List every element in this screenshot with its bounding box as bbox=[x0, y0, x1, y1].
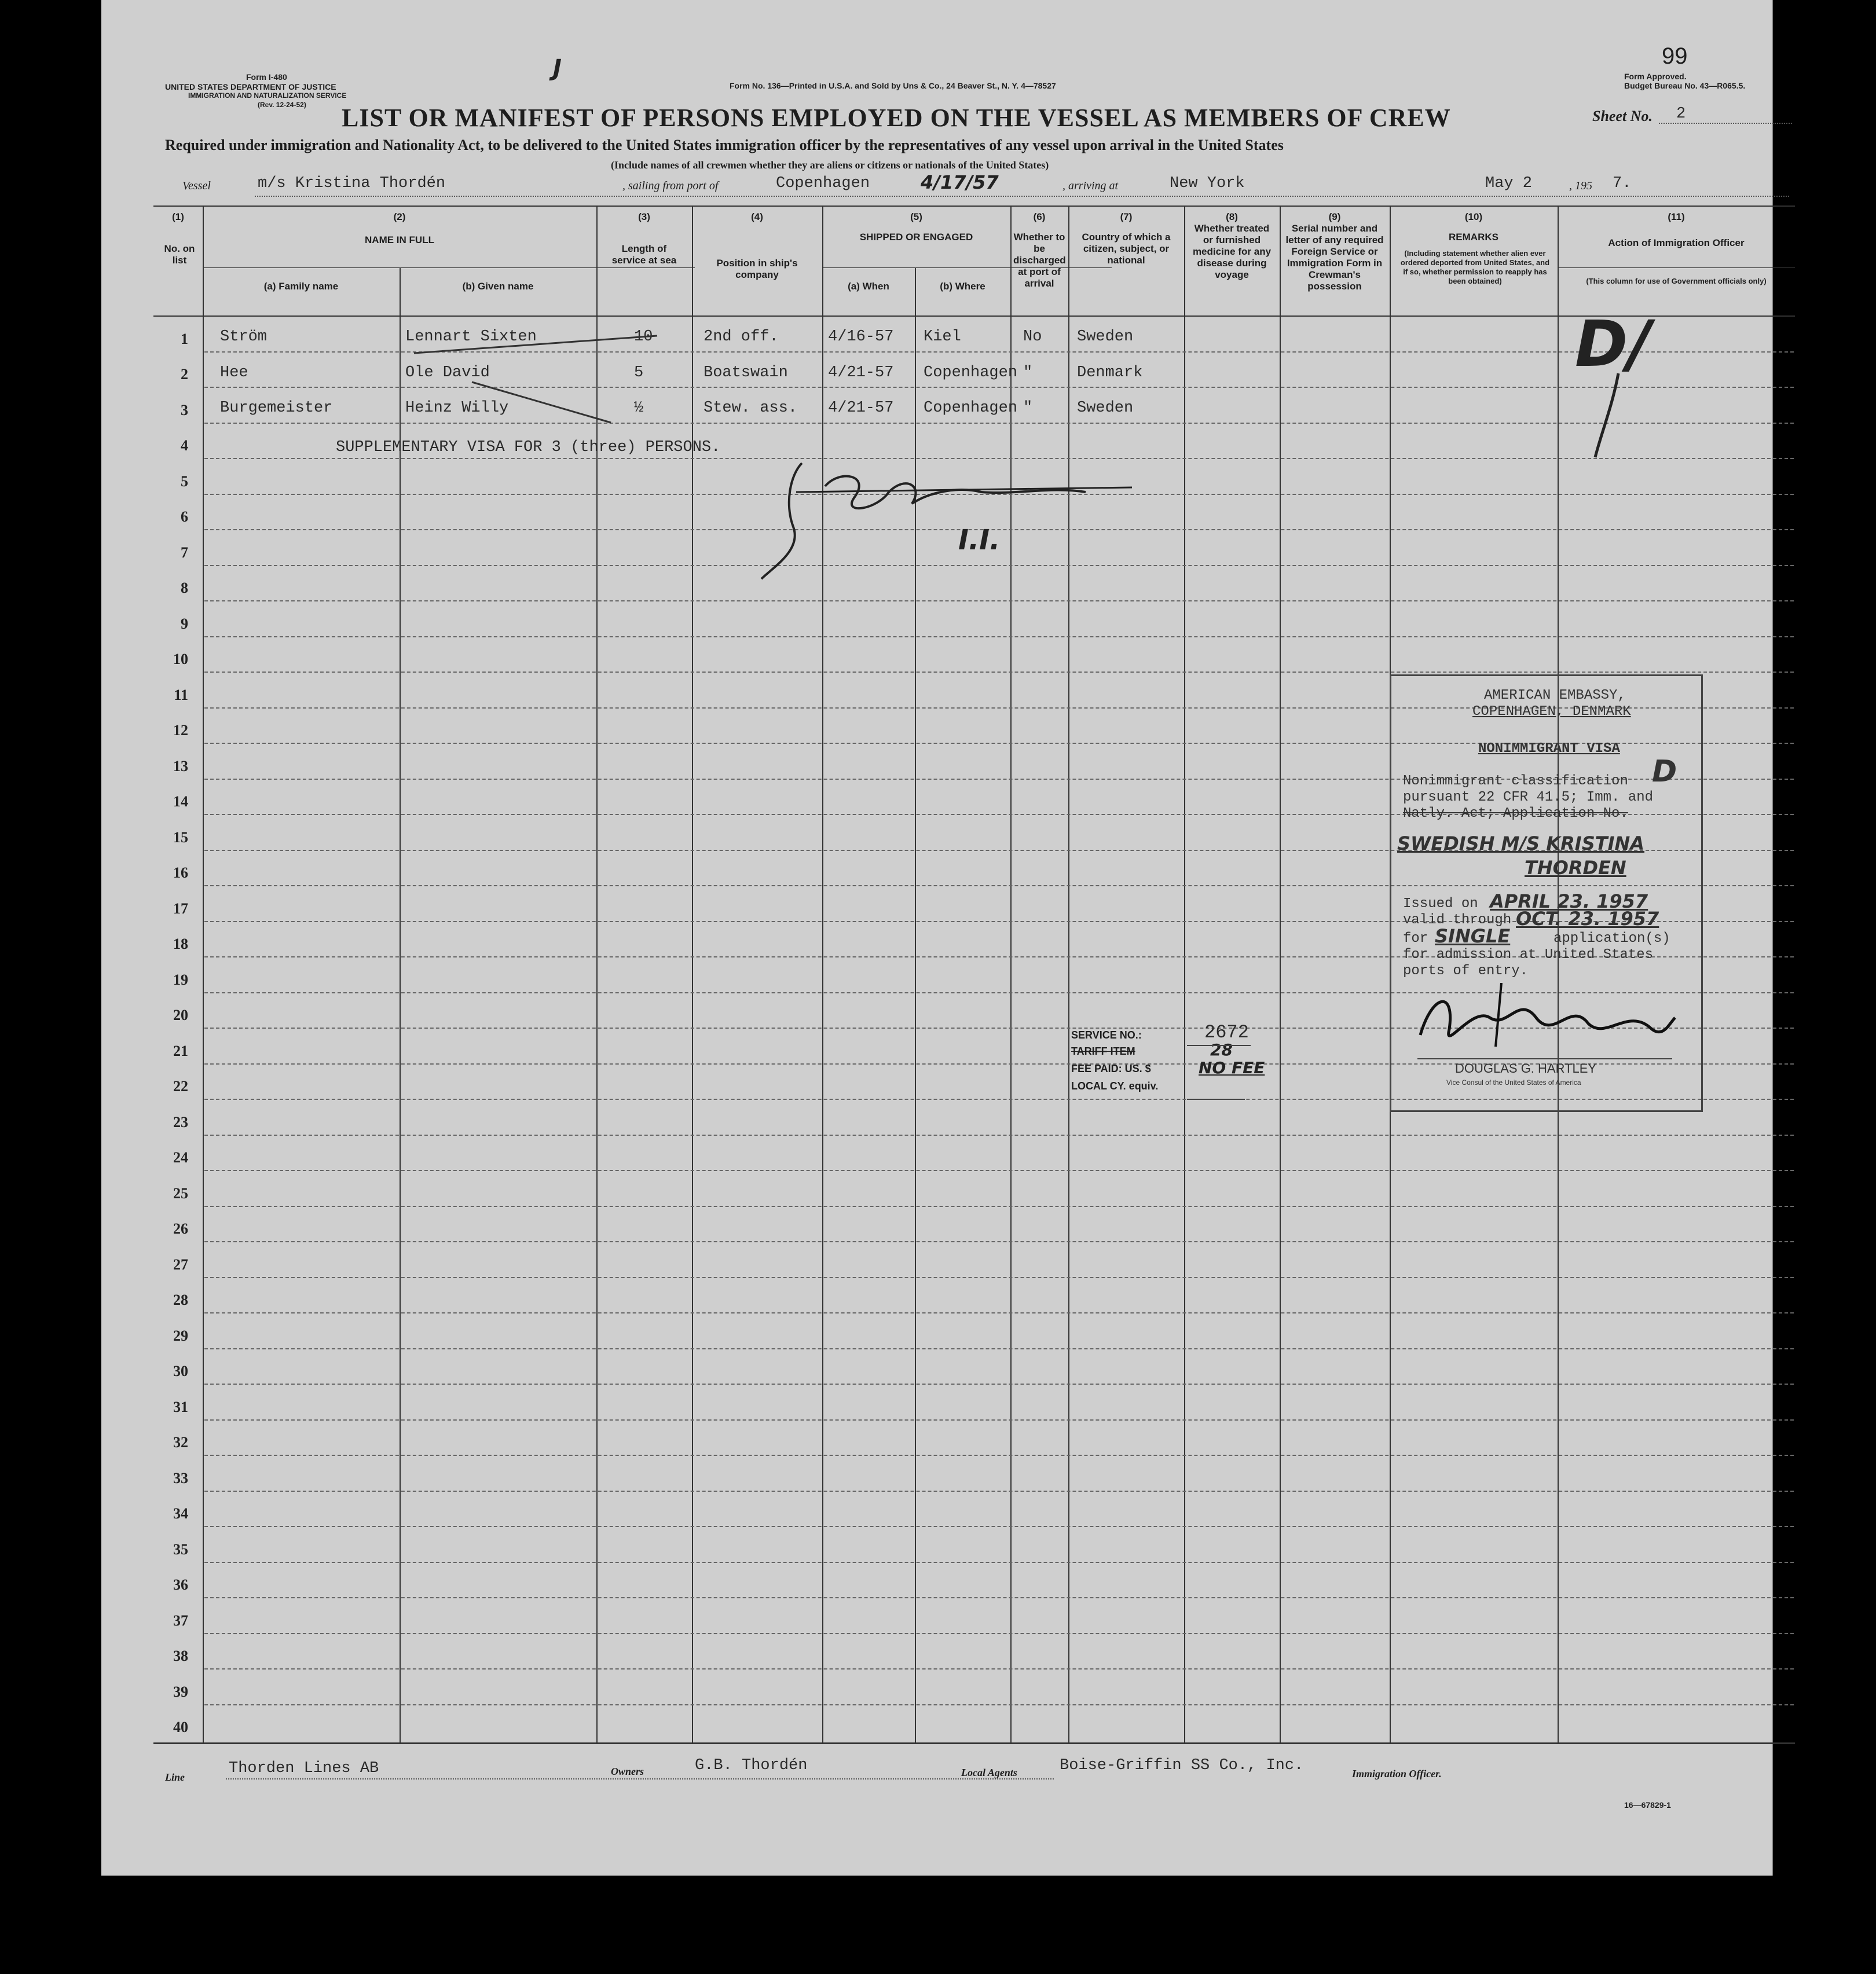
fee-rule-1 bbox=[1187, 1045, 1251, 1046]
row-rule bbox=[204, 1597, 1794, 1598]
col-divider-7 bbox=[1010, 206, 1012, 1742]
page-number: 99 bbox=[1662, 43, 1688, 69]
stamp-issued-date: APRIL 23. 1957 bbox=[1490, 890, 1648, 912]
form-approved: Form Approved. bbox=[1624, 72, 1687, 81]
row-number: 32 bbox=[173, 1434, 188, 1451]
row-position: 2nd off. bbox=[704, 328, 779, 346]
footer-agents-label: Local Agents bbox=[961, 1767, 1017, 1778]
row-number: 24 bbox=[173, 1149, 188, 1166]
row-rule bbox=[204, 1526, 1794, 1527]
col-3-number: (3) bbox=[638, 211, 650, 222]
row-given-name: Ole David bbox=[405, 364, 490, 381]
sheet-label: Sheet No. bbox=[1592, 108, 1653, 124]
row-number: 27 bbox=[173, 1256, 188, 1273]
row-number: 25 bbox=[173, 1184, 188, 1202]
stamp-for-label: for bbox=[1403, 931, 1428, 946]
row-number: 38 bbox=[173, 1648, 188, 1664]
stamp-ports: ports of entry. bbox=[1403, 963, 1529, 979]
col-remarks-note: (Including statement whether alien ever ordered deported from United States, and if so, whether permission to reapply has been obtained) bbox=[1400, 249, 1550, 285]
row-rule bbox=[204, 1562, 1794, 1563]
row-number: 4 bbox=[181, 437, 188, 454]
fee-tariff-label: TARIFF ITEM bbox=[1071, 1045, 1135, 1057]
page-title: LIST OR MANIFEST OF PERSONS EMPLOYED ON THE VESSEL AS MEMBERS OF CREW bbox=[342, 104, 1451, 132]
footer-owners-value: G.B. Thordén bbox=[695, 1757, 808, 1774]
fee-paid-label: FEE PAID: US. $ bbox=[1071, 1063, 1151, 1074]
stamp-valid-label: valid through bbox=[1403, 912, 1512, 928]
arriving-label: , arriving at bbox=[1062, 179, 1119, 192]
col-position: Position in ship's company bbox=[716, 258, 798, 280]
stamp-valid-date: OCT. 23. 1957 bbox=[1516, 908, 1659, 930]
col-divider-5 bbox=[822, 206, 823, 1742]
col-name-in-full: NAME IN FULL bbox=[365, 234, 434, 245]
stamp-class-letter: D bbox=[1652, 754, 1677, 789]
handwritten-initials: I.I. bbox=[958, 524, 1001, 556]
row-number: 29 bbox=[173, 1327, 188, 1344]
budget-bureau: Budget Bureau No. 43—R065.5. bbox=[1624, 81, 1746, 90]
consul-title: Vice Consul of the United States of America bbox=[1446, 1078, 1581, 1087]
col-shipped-or-engaged: SHIPPED OR ENGAGED bbox=[859, 232, 973, 243]
fee-paid-value: NO FEE bbox=[1199, 1058, 1265, 1077]
col-2-number: (2) bbox=[393, 211, 406, 222]
row-number: 40 bbox=[173, 1719, 188, 1735]
row-shipped-where: Kiel bbox=[924, 328, 961, 346]
col-medicine: Whether treated or furnished medicine for any disease during voyage bbox=[1192, 223, 1272, 280]
row-number: 22 bbox=[173, 1078, 188, 1095]
stamp-pursuant: pursuant 22 CFR 41.5; Imm. and bbox=[1403, 790, 1654, 805]
row-position: Boatswain bbox=[704, 364, 788, 381]
handwritten-mark: J bbox=[553, 55, 562, 82]
table-top-rule bbox=[153, 206, 1795, 207]
col-5-number: (5) bbox=[910, 211, 922, 222]
sailing-label: , sailing from port of bbox=[622, 179, 719, 192]
service: IMMIGRATION AND NATURALIZATION SERVICE bbox=[188, 91, 347, 100]
form-id: Form I-480 bbox=[246, 72, 287, 82]
row-shipped-when: 4/21-57 bbox=[828, 364, 894, 381]
stamp-for-value: SINGLE bbox=[1435, 925, 1511, 947]
col-6-number: (6) bbox=[1033, 211, 1046, 222]
row-rule bbox=[204, 1384, 1794, 1385]
row-rule bbox=[204, 1170, 1794, 1171]
stamp-embassy: AMERICAN EMBASSY, bbox=[1484, 688, 1626, 703]
col-divider-9 bbox=[1184, 206, 1185, 1742]
stamp-city: COPENHAGEN, DENMARK bbox=[1472, 704, 1631, 720]
row-family-name: Hee bbox=[220, 364, 248, 381]
department: UNITED STATES DEPARTMENT OF JUSTICE bbox=[165, 82, 336, 91]
action-header-rule bbox=[1558, 267, 1795, 268]
include-note: (Include names of all crewmen whether they are aliens or citizens or nationals of the United States) bbox=[611, 159, 1049, 171]
sheet-underline bbox=[1659, 123, 1792, 124]
stamp-vessel-2: THORDEN bbox=[1525, 857, 1626, 879]
row-rule bbox=[204, 1241, 1794, 1242]
row-position: Stew. ass. bbox=[704, 399, 798, 417]
stamp-admission: for admission at United States bbox=[1403, 947, 1654, 963]
col-remarks: REMARKS bbox=[1449, 232, 1498, 243]
col-11-number: (11) bbox=[1668, 211, 1685, 222]
row-number: 15 bbox=[173, 828, 188, 846]
row-shipped-when: 4/16-57 bbox=[828, 328, 894, 346]
vessel-underline bbox=[255, 196, 1789, 197]
footer-code: 16—67829-1 bbox=[1624, 1800, 1671, 1810]
fee-service-label: SERVICE NO.: bbox=[1071, 1029, 1142, 1041]
row-rule bbox=[204, 1312, 1794, 1313]
col-country: Country of which a citizen, subject, or national bbox=[1082, 232, 1171, 266]
row-rule bbox=[204, 1419, 1794, 1421]
row-number: 30 bbox=[173, 1363, 188, 1379]
fee-service-number: 2672 bbox=[1204, 1022, 1249, 1043]
footer-owners-label: Owners bbox=[611, 1766, 644, 1777]
col-no-on-list: No. on list bbox=[164, 243, 195, 266]
row-number: 28 bbox=[173, 1291, 188, 1308]
consul-rule bbox=[1417, 1058, 1672, 1059]
row-number: 2 bbox=[181, 366, 188, 383]
row-rule bbox=[204, 1491, 1794, 1492]
col-when: (a) When bbox=[848, 281, 889, 292]
col-1-number: (1) bbox=[172, 211, 184, 222]
row-number: 33 bbox=[173, 1469, 188, 1487]
row-country: Denmark bbox=[1077, 364, 1143, 381]
table-bottom-rule bbox=[153, 1742, 1795, 1744]
col-10-number: (10) bbox=[1464, 211, 1483, 222]
name-header-rule bbox=[203, 267, 695, 268]
row-shipped-where: Copenhagen bbox=[924, 399, 1018, 417]
row-number: 31 bbox=[173, 1398, 188, 1415]
row-discharged: No bbox=[1023, 328, 1042, 346]
row-family-name: Burgemeister bbox=[220, 399, 333, 417]
row-rule bbox=[204, 1668, 1794, 1670]
col-family-name: (a) Family name bbox=[263, 281, 339, 292]
strike-marks bbox=[414, 324, 761, 440]
action-stroke bbox=[1584, 370, 1630, 463]
stamp-vessel-1: SWEDISH M/S KRISTINA bbox=[1397, 832, 1645, 854]
row-number: 3 bbox=[181, 401, 188, 419]
col-divider-10 bbox=[1280, 206, 1281, 1742]
row-number: 26 bbox=[173, 1220, 188, 1237]
col-length-of-service: Length of service at sea bbox=[611, 243, 677, 266]
stamp-application: Natly. Act; Application No. bbox=[1403, 806, 1628, 821]
sailing-port: Copenhagen bbox=[776, 175, 870, 192]
fee-tariff-number: 28 bbox=[1210, 1040, 1233, 1059]
col-7-number: (7) bbox=[1120, 211, 1133, 222]
arrival-date: May 2 bbox=[1485, 175, 1533, 192]
stamp-classification: Nonimmigrant classification bbox=[1403, 773, 1628, 789]
col-action-note: (This column for use of Government officials only) bbox=[1586, 277, 1767, 285]
row-rule bbox=[204, 1206, 1794, 1207]
manifest-sheet bbox=[101, 0, 1773, 1876]
supplementary-visa-note: SUPPLEMENTARY VISA FOR 3 (three) PERSONS. bbox=[336, 439, 721, 456]
row-country: Sweden bbox=[1077, 399, 1134, 417]
row-number: 37 bbox=[173, 1612, 188, 1629]
row-length-of-service: 10 bbox=[634, 328, 653, 346]
row-number: 39 bbox=[173, 1683, 188, 1700]
col-9-number: (9) bbox=[1328, 211, 1341, 222]
col-4-number: (4) bbox=[751, 211, 763, 222]
arriving-port: New York bbox=[1170, 175, 1245, 192]
row-rule bbox=[204, 636, 1794, 637]
row-number: 12 bbox=[173, 722, 188, 739]
row-rule bbox=[204, 1277, 1794, 1278]
row-number: 35 bbox=[173, 1540, 188, 1558]
row-number: 13 bbox=[173, 757, 188, 775]
row-number: 23 bbox=[173, 1113, 188, 1131]
row-family-name: Ström bbox=[220, 328, 268, 346]
row-number: 14 bbox=[173, 793, 188, 810]
row-number: 1 bbox=[181, 330, 188, 347]
col-given-name: (b) Given name bbox=[462, 281, 534, 292]
row-country: Sweden bbox=[1077, 328, 1134, 346]
row-number: 11 bbox=[174, 686, 188, 703]
row-length-of-service: ½ bbox=[634, 399, 644, 417]
subtitle: Required under immigration and Nationality Act, to be delivered to the United States immigration officer by the representatives of any vessel upon arrival in the United States bbox=[165, 137, 1284, 153]
action-mark: D/ bbox=[1575, 307, 1651, 381]
row-number: 19 bbox=[173, 971, 188, 988]
fee-local-label: LOCAL CY. equiv. bbox=[1071, 1080, 1159, 1092]
footer-officer-label: Immigration Officer. bbox=[1352, 1768, 1442, 1779]
stamp-visa-type: NONIMMIGRANT VISA bbox=[1478, 741, 1620, 757]
fee-rule-2 bbox=[1187, 1099, 1245, 1100]
row-given-name: Heinz Willy bbox=[405, 399, 509, 417]
handwritten-signature bbox=[738, 452, 1172, 590]
row-number: 8 bbox=[181, 579, 188, 596]
footer-agents-value: Boise-Griffin SS Co., Inc. bbox=[1060, 1757, 1304, 1774]
col-divider-1 bbox=[203, 206, 204, 1742]
revision: (Rev. 12-24-52) bbox=[258, 101, 306, 109]
footer-line-label: Line bbox=[165, 1771, 185, 1783]
consul-signature bbox=[1409, 983, 1681, 1058]
row-shipped-where: Copenhagen bbox=[924, 364, 1018, 381]
stamp-application-count: application(s) bbox=[1553, 931, 1670, 946]
row-number: 10 bbox=[173, 651, 188, 667]
consul-name: DOUGLAS G. HARTLEY bbox=[1455, 1061, 1597, 1076]
row-rule bbox=[204, 600, 1794, 601]
year-prefix: , 195 bbox=[1569, 179, 1592, 192]
footer-line-value: Thorden Lines AB bbox=[229, 1760, 379, 1777]
row-discharged: " bbox=[1023, 364, 1033, 381]
vessel-label: Vessel bbox=[182, 179, 211, 192]
year-suffix: 7. bbox=[1613, 175, 1632, 192]
row-rule bbox=[204, 1633, 1794, 1634]
col-discharged: Whether to be discharged at port of arrival bbox=[1013, 232, 1066, 289]
row-rule bbox=[204, 1348, 1794, 1349]
vessel-name: m/s Kristina Thordén bbox=[258, 175, 446, 192]
row-given-name: Lennart Sixten bbox=[405, 328, 537, 346]
row-number: 36 bbox=[173, 1576, 188, 1593]
row-length-of-service: 5 bbox=[634, 364, 644, 381]
row-rule bbox=[204, 672, 1794, 673]
col-divider-2 bbox=[400, 267, 401, 1742]
row-number: 16 bbox=[173, 864, 188, 881]
row-rule bbox=[204, 1704, 1794, 1705]
row-number: 5 bbox=[181, 472, 188, 490]
sheet-number: 2 bbox=[1676, 105, 1686, 123]
printer-note: Form No. 136—Printed in U.S.A. and Sold by Uns & Co., 24 Beaver St., N. Y. 4—78527 bbox=[730, 81, 1056, 90]
row-number: 17 bbox=[173, 900, 188, 917]
stamp-issued-label: Issued on bbox=[1403, 896, 1478, 912]
row-number: 9 bbox=[181, 615, 188, 632]
row-number: 6 bbox=[181, 508, 188, 525]
col-8-number: (8) bbox=[1226, 211, 1238, 222]
row-discharged: " bbox=[1023, 399, 1033, 417]
row-number: 18 bbox=[173, 935, 188, 952]
handwritten-sail-date: 4/17/57 bbox=[921, 171, 999, 193]
row-shipped-when: 4/21-57 bbox=[828, 399, 894, 417]
row-number: 34 bbox=[173, 1505, 188, 1522]
col-action: Action of Immigration Officer bbox=[1608, 237, 1745, 248]
row-number: 21 bbox=[173, 1042, 188, 1059]
row-number: 20 bbox=[173, 1007, 188, 1023]
row-rule bbox=[204, 1455, 1794, 1456]
col-serial-number: Serial number and letter of any required Foreign Service or Immigration Form in Crewman's possession bbox=[1285, 223, 1384, 292]
row-rule bbox=[204, 1135, 1794, 1136]
col-divider-8 bbox=[1068, 206, 1069, 1742]
footer-underline bbox=[226, 1778, 1054, 1779]
col-where: (b) Where bbox=[940, 281, 985, 292]
row-number: 7 bbox=[181, 544, 188, 561]
visa-stamp bbox=[1390, 674, 1703, 1112]
